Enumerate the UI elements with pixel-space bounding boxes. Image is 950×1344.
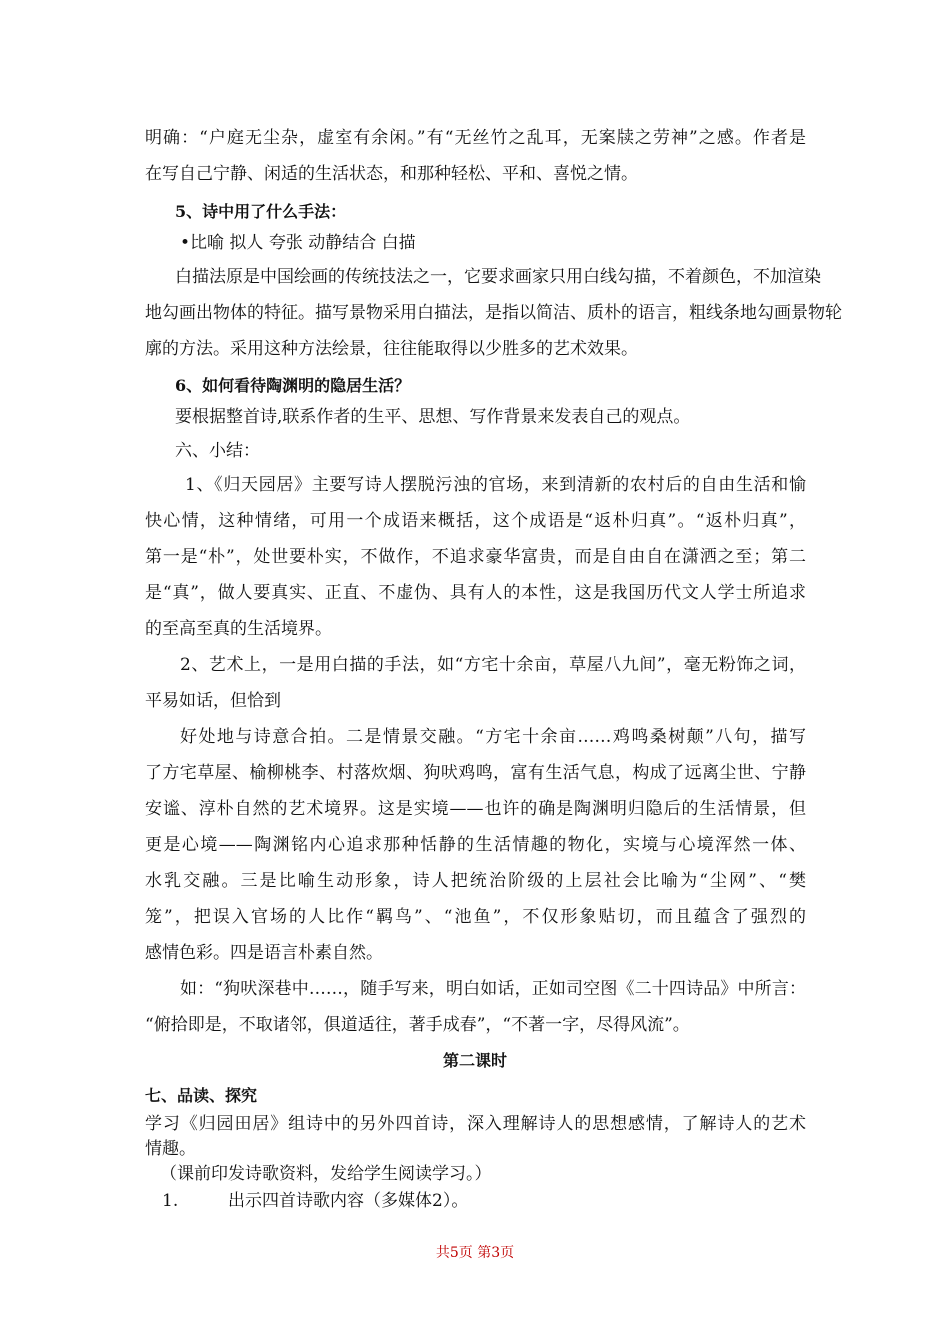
paragraph-line: 的至高至真的生活境界。 (145, 619, 332, 639)
paragraph-line: 更是心境——陶渊铭内心追求那种恬静的生活情趣的物化，实境与心境浑然一体、 (145, 835, 806, 855)
paragraph-line: 平易如话，但恰到 (145, 691, 281, 711)
paragraph-line: 廓的方法。采用这种方法绘景，往往能取得以少胜多的艺术效果。 (145, 339, 638, 359)
paragraph-line: 地勾画出物体的特征。描写景物采用白描法，是指以简洁、质朴的语言，粗线条地勾画景物轮 (145, 303, 842, 323)
section-heading: 六、小结： (175, 441, 260, 461)
paragraph-line: 水乳交融。三是比喻生动形象，诗人把统治阶级的上层社会比喻为“尘网”、“樊 (145, 871, 806, 891)
paragraph-line: 明确：“户庭无尘杂，虚室有余闲。”有“无丝竹之乱耳，无案牍之劳神”之感。作者是 (145, 128, 806, 148)
paragraph-line: 白描法原是中国绘画的传统技法之一，它要求画家只用白线勾描，不着颜色，不加渲染 (175, 267, 821, 287)
question-heading: 5、诗中用了什么手法： (175, 202, 347, 221)
page-footer: 共5页 第3页 (435, 1245, 515, 1261)
techniques-list: •比喻 拟人 夸张 动静结合 白描 (180, 233, 416, 253)
question-heading: 6、如何看待陶渊明的隐居生活？ (175, 376, 411, 395)
paragraph-line: 学习《归园田居》组诗中的另外四首诗，深入理解诗人的思想感情，了解诗人的艺术 (145, 1114, 806, 1134)
paragraph-line: 安谧、淳朴自然的艺术境界。这是实境——也许的确是陶渊明归隐后的生活情景，但 (145, 799, 806, 819)
paragraph-line: 在写自己宁静、闲适的生活状态，和那种轻松、平和、喜悦之情。 (145, 164, 638, 184)
list-item-number: 1. (162, 1191, 179, 1211)
paragraph-line: 1、《归天园居》主要写诗人摆脱污浊的官场，来到清新的农村后的自由生活和愉 (185, 475, 806, 495)
paragraph-line: 如：“狗吠深巷中……，随手写来，明白如话，正如司空图《二十四诗品》中所言： (180, 979, 806, 999)
paragraph-line: “俯拾即是，不取诸邻，俱道适往，著手成春”，“不著一字，尽得风流”。 (145, 1015, 690, 1035)
paragraph-line: 感情色彩。四是语言朴素自然。 (145, 943, 383, 963)
paragraph-line: 快心情，这种情绪，可用一个成语来概括，这个成语是“返朴归真”。“返朴归真”， (145, 511, 806, 531)
section-heading: 七、品读、探究 (145, 1086, 258, 1105)
paragraph-line: 2、艺术上，一是用白描的手法，如“方宅十余亩，草屋八九间”，毫无粉饰之词， (180, 655, 806, 675)
paragraph-line: 第一是“朴”，处世要朴实，不做作，不追求豪华富贵，而是自由自在潇洒之至；第二 (145, 547, 806, 567)
paragraph-line: 了方宅草屋、榆柳桃李、村落炊烟、狗吠鸡鸣，富有生活气息，构成了远离尘世、宁静 (145, 763, 806, 783)
paragraph-line: （课前印发诗歌资料，发给学生阅读学习。） (160, 1164, 492, 1184)
paragraph-line: 要根据整首诗,联系作者的生平、思想、写作背景来发表自己的观点。 (175, 407, 691, 427)
paragraph-line: 笼”，把误入官场的人比作“羁鸟”、“池鱼”，不仅形象贴切，而且蕴含了强烈的 (145, 907, 806, 927)
list-item-text: 出示四首诗歌内容（多媒体2）。 (228, 1191, 469, 1211)
lesson-title: 第二课时 (442, 1051, 507, 1070)
paragraph-line: 是“真”，做人要真实、正直、不虚伪、具有人的本性，这是我国历代文人学士所追求 (145, 583, 806, 603)
paragraph-line: 情趣。 (145, 1139, 196, 1159)
paragraph-line: 好处地与诗意合拍。二是情景交融。“方宅十余亩……鸡鸣桑树颠”八句，描写 (180, 727, 806, 747)
